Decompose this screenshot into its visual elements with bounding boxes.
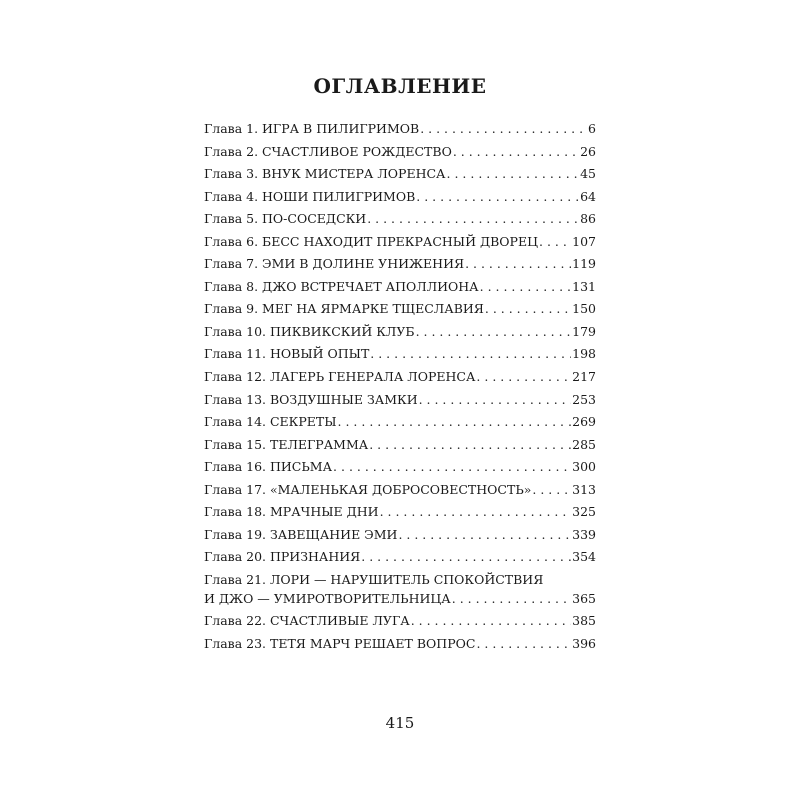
dot-leader (416, 187, 579, 206)
toc-entry (204, 344, 596, 363)
toc-entry (204, 232, 596, 251)
toc-entry-title: Глава 22. СЧАСТЛИВЫЕ ЛУГА (204, 613, 410, 629)
table-of-contents (204, 119, 596, 657)
dot-leader (367, 209, 579, 228)
toc-entry-page: 6 (588, 121, 596, 136)
toc-entry (204, 525, 596, 544)
dot-leader (338, 412, 572, 431)
toc-entry (204, 142, 596, 161)
dot-leader (370, 344, 571, 363)
toc-entry-page: 150 (572, 301, 596, 317)
toc-entry-line (204, 367, 596, 386)
toc-entry-page: 131 (572, 278, 596, 294)
toc-entry-page: 64 (580, 188, 596, 204)
toc-entry (204, 547, 596, 566)
dot-leader (411, 611, 571, 630)
toc-entry-line (204, 254, 596, 273)
toc-entry (204, 367, 596, 386)
dot-leader (476, 367, 571, 386)
toc-entry-page: 339 (572, 526, 596, 542)
toc-entry-line (204, 187, 596, 206)
page-number: 415 (385, 714, 415, 732)
toc-entry (204, 435, 596, 454)
toc-entry-title: Глава 5. ПО-СОСЕДСКИ (204, 211, 367, 227)
toc-entry-title: Глава 12. ЛАГЕРЬ ГЕНЕРАЛА ЛОРЕНСА (204, 369, 476, 385)
toc-entry-page: 300 (572, 459, 596, 475)
dot-leader (476, 634, 571, 653)
toc-entry-title: Глава 4. НОШИ ПИЛИГРИМОВ (204, 188, 416, 204)
toc-entry-page: 325 (572, 504, 596, 520)
toc-entry (204, 322, 596, 341)
toc-entry (204, 209, 596, 228)
toc-entry (204, 119, 596, 138)
dot-leader (452, 589, 571, 608)
dot-leader (380, 502, 572, 521)
toc-entry-page: 26 (580, 143, 596, 159)
dot-leader (539, 232, 571, 251)
toc-entry-title: Глава 13. ВОЗДУШНЫЕ ЗАМКИ (204, 391, 418, 407)
toc-entry (204, 457, 596, 476)
toc-entry-title: Глава 6. БЕСС НАХОДИТ ПРЕКРАСНЫЙ ДВОРЕЦ (204, 233, 538, 249)
dot-leader (333, 457, 571, 476)
toc-entry-title: Глава 7. ЭМИ В ДОЛИНЕ УНИЖЕНИЯ (204, 256, 465, 272)
toc-entry-line (204, 611, 596, 630)
toc-entry-page: 365 (572, 590, 596, 606)
toc-entry-page: 285 (572, 436, 596, 452)
toc-entry-line (204, 390, 596, 409)
toc-entry-line (204, 232, 596, 251)
toc-entry-title: Глава 11. НОВЫЙ ОПЫТ (204, 346, 370, 362)
toc-entry-line (204, 344, 596, 363)
toc-entry-page: 253 (572, 391, 596, 407)
toc-entry-page: 107 (572, 233, 596, 249)
toc-entry-title: Глава 10. ПИКВИКСКИЙ КЛУБ (204, 323, 415, 339)
toc-entry-title: Глава 9. МЕГ НА ЯРМАРКЕ ТЩЕСЛАВИЯ (204, 301, 484, 317)
toc-entry-page: 269 (572, 414, 596, 430)
dot-leader (532, 480, 571, 499)
toc-entry-title: Глава 3. ВНУК МИСТЕРА ЛОРЕНСА (204, 166, 446, 182)
toc-entry-line (204, 299, 596, 318)
toc-entry-line (204, 589, 596, 608)
toc-entry-page: 86 (580, 211, 596, 227)
toc-entry-line (204, 142, 596, 161)
toc-entry-line (204, 480, 596, 499)
toc-entry-title: Глава 8. ДЖО ВСТРЕЧАЕТ АПОЛЛИОНА (204, 278, 479, 294)
toc-entry-page: 179 (572, 323, 596, 339)
toc-entry-title-first-line: Глава 21. ЛОРИ — НАРУШИТЕЛЬ СПОКОЙСТВИЯ (204, 571, 544, 587)
toc-entry-page: 313 (572, 481, 596, 497)
toc-entry (204, 277, 596, 296)
dot-leader (419, 390, 572, 409)
toc-entry-line (204, 457, 596, 476)
toc-entry-title: Глава 18. МРАЧНЫЕ ДНИ (204, 504, 379, 520)
toc-entry (204, 254, 596, 273)
toc-entry-page: 45 (580, 166, 596, 182)
toc-entry-line (204, 277, 596, 296)
dot-leader (453, 142, 579, 161)
dot-leader (480, 277, 572, 296)
toc-entry-line (204, 634, 596, 653)
toc-entry-page: 385 (572, 613, 596, 629)
toc-entry-title: Глава 17. «МАЛЕНЬКАЯ ДОБРОСОВЕСТНОСТЬ» (204, 481, 532, 497)
toc-entry (204, 502, 596, 521)
toc-entry-page: 217 (572, 369, 596, 385)
toc-entry (204, 611, 596, 630)
toc-entry-title: Глава 15. ТЕЛЕГРАММА (204, 436, 369, 452)
toc-entry-title: Глава 16. ПИСЬМА (204, 459, 333, 475)
toc-entry-line (204, 119, 596, 138)
toc-entry-line (204, 322, 596, 341)
toc-entry-line (204, 209, 596, 228)
toc-entry-title: Глава 1. ИГРА В ПИЛИГРИМОВ (204, 121, 420, 136)
toc-entry (204, 634, 596, 653)
dot-leader (447, 164, 580, 183)
toc-entry (204, 570, 596, 608)
toc-entry-line (204, 164, 596, 183)
toc-entry-line (204, 547, 596, 566)
toc-entry (204, 187, 596, 206)
toc-entry (204, 412, 596, 431)
toc-entry-line (204, 435, 596, 454)
toc-entry (204, 390, 596, 409)
toc-entry-title: Глава 14. СЕКРЕТЫ (204, 414, 337, 430)
dot-leader (361, 547, 571, 566)
dot-leader (369, 435, 571, 454)
toc-entry-title: Глава 2. СЧАСТЛИВОЕ РОЖДЕСТВО (204, 143, 452, 159)
toc-entry-page: 119 (572, 256, 596, 272)
toc-entry-title: Глава 20. ПРИЗНАНИЯ (204, 549, 361, 565)
toc-entry-title: Глава 19. ЗАВЕЩАНИЕ ЭМИ (204, 526, 398, 542)
toc-entry-page: 198 (572, 346, 596, 362)
toc-entry-line (204, 412, 596, 431)
dot-leader (416, 322, 572, 341)
dot-leader (465, 254, 571, 273)
dot-leader (485, 299, 571, 318)
dot-leader (420, 119, 587, 138)
dot-leader (398, 525, 571, 544)
toc-entry-line (204, 502, 596, 521)
toc-entry-page: 354 (572, 549, 596, 565)
toc-entry (204, 164, 596, 183)
toc-entry-line (204, 525, 596, 544)
toc-entry (204, 299, 596, 318)
toc-entry-title: Глава 23. ТЕТЯ МАРЧ РЕШАЕТ ВОПРОС (204, 636, 476, 652)
toc-entry (204, 480, 596, 499)
toc-entry-title: И ДЖО — УМИРОТВОРИТЕЛЬНИЦА (204, 590, 451, 606)
toc-entry-page: 396 (572, 636, 596, 652)
page-title: ОГЛАВЛЕНИЕ (313, 74, 487, 98)
